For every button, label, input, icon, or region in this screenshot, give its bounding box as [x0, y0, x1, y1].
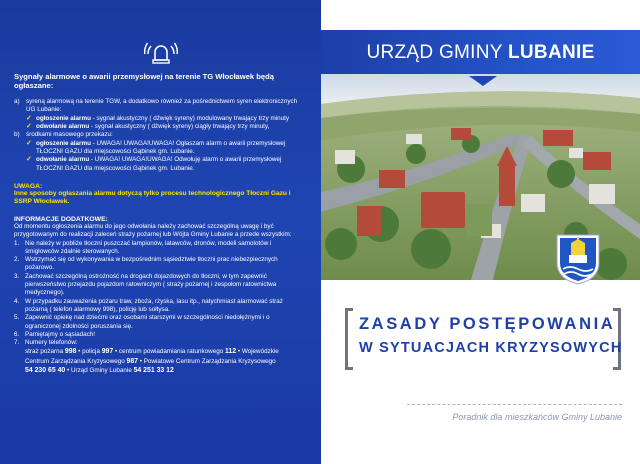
check-label: ogłoszenie alarmu	[36, 114, 91, 122]
item-marker: a)	[14, 97, 20, 105]
check-text: - UWAGA! UWAGA!UWAGA! Ogłaszam alarm o awarii przemysłowej TŁOCZNI GAZU dla miejscowości Gąbinek gm. Lubanie.	[36, 139, 286, 155]
phone-numbers: straż pożarna 998 • policja 997 • centrum powiadamiania ratunkowego 112 • Wojewódzkie Centrum Zarządzania Kryzysowego 987 • Powiatowe Centrum Zarządzania Kryzysowego 54 230 65 40 • Urząd Gminy Lubanie 54 251 33 12	[25, 348, 279, 375]
list-item	[14, 131, 307, 139]
coat-of-arms-icon	[555, 233, 601, 285]
list-item: 2. Wstrzymać się od wykonywania w bezpośrednim sąsiedztwie tłoczni prac niebezpiecznych pożarowo.	[14, 256, 278, 272]
check-item	[14, 140, 307, 157]
banner-pointer	[469, 76, 497, 86]
check-label: odwołanie alarmu	[36, 156, 90, 164]
list-item: 3. Zachować szczególną ostrożność na drogach dojazdowych do tłoczni, w tym zapewnić pierwszeństwo przejazdu pojazdom ratowniczym ( straży pożarnej i zespołom ratownictwa medycznego).	[14, 272, 277, 297]
list-item: 4. W przypadku zauważenia pożaru traw, zboża, rżyska, lasu itp., natychmiast alarmować straż pożarną ( telefon alarmowy 998), policję lub sołtysa.	[14, 297, 283, 313]
checkmark-icon: ✓	[26, 139, 32, 147]
bracket-left	[345, 308, 353, 370]
checkmark-icon: ✓	[26, 122, 32, 130]
list-item: 6. Pamiętajmy o sąsiadach!	[14, 330, 95, 338]
check-item	[14, 115, 307, 123]
checkmark-icon: ✓	[26, 156, 32, 164]
list-item: 7. Numery telefonów:	[14, 339, 78, 347]
uwaga-body: Inne sposoby ogłaszania alarmu dotyczą tylko procesu technologicznego Tłoczni Gazu i SSRP Włocławek.	[14, 189, 291, 206]
list-item	[14, 98, 307, 115]
pczk-number: 54 230 65 40	[25, 367, 66, 375]
ug-number: 54 251 33 12	[133, 367, 174, 375]
info-list	[14, 240, 307, 348]
check-text: - UWAGA! UWAGA!UWAGA! Odwołuję alarm o awarii przemysłowej TŁOCZNI GAZU dla miejscowości Gąbinek gm. Lubanie.	[36, 156, 282, 172]
emergency-number: 112	[224, 348, 237, 356]
info-title: INFORMACJE DODATKOWE:	[14, 215, 108, 223]
check-text: - sygnał akustyczny ( dźwięk syreny) ciągły trwający trzy minuty,	[89, 122, 270, 130]
list-item: 1. Nie należy w pobliże tłoczni puszczać lampionów, latawców, dronów, modeli samolotów i śmigłowców zdalnie sterowanych.	[14, 239, 272, 255]
check-item	[14, 123, 307, 131]
right-panel	[321, 0, 640, 464]
item-text: środkami masowego przekazu:	[26, 131, 113, 139]
wczk-number: 987	[126, 357, 138, 365]
uwaga-title: UWAGA:	[14, 182, 43, 190]
check-text: - sygnał akustyczny ( dźwięk syreny) modulowany trwający trzy minuty	[90, 114, 290, 122]
fire-number: 998	[64, 348, 77, 356]
checkmark-icon: ✓	[26, 114, 32, 122]
guide-title: ZASADY POSTĘPOWANIA	[359, 315, 616, 333]
check-label: ogłoszenie alarmu	[36, 139, 91, 147]
alarm-siren-icon	[144, 38, 178, 66]
check-label: odwołanie alarmu	[36, 122, 90, 130]
info-intro: Od momentu ogłoszenia alarmu do jego odwołania należy zachować szczególną uwagę i być przygotowanym do realizacji zaleceń straży pożarnej lub Wójta Gminy Lubanie a przede wszystkim:	[14, 222, 292, 239]
list-item: 5. Zapewnić opiekę nad dziećmi oraz osobami starszymi w szczególności niedołężnymi i o ograniczonej zdolności poruszania się.	[14, 314, 270, 330]
item-marker: b)	[14, 131, 20, 139]
subtitle-divider	[407, 404, 622, 405]
alarm-signals-heading: Sygnały alarmowe o awarii przemysłowej na terenie TG Włocławek będą ogłaszane:	[14, 72, 274, 91]
office-title: URZĄD GMINY LUBANIE	[366, 42, 595, 63]
item-text: syreną alarmową na terenie TGW, a dodatkowo również za pośrednictwem syren elektronicznych UG Lubanie:	[26, 97, 298, 114]
check-item	[14, 156, 307, 173]
guide-title-line2: W SYTUACJACH KRYZYSOWYCH	[359, 340, 623, 356]
signal-list	[14, 98, 307, 173]
guide-subtitle: Poradnik dla mieszkańców Gminy Lubanie	[452, 412, 622, 422]
guide-title-block	[345, 308, 621, 370]
police-number: 997	[101, 348, 114, 356]
title-banner	[321, 30, 640, 76]
